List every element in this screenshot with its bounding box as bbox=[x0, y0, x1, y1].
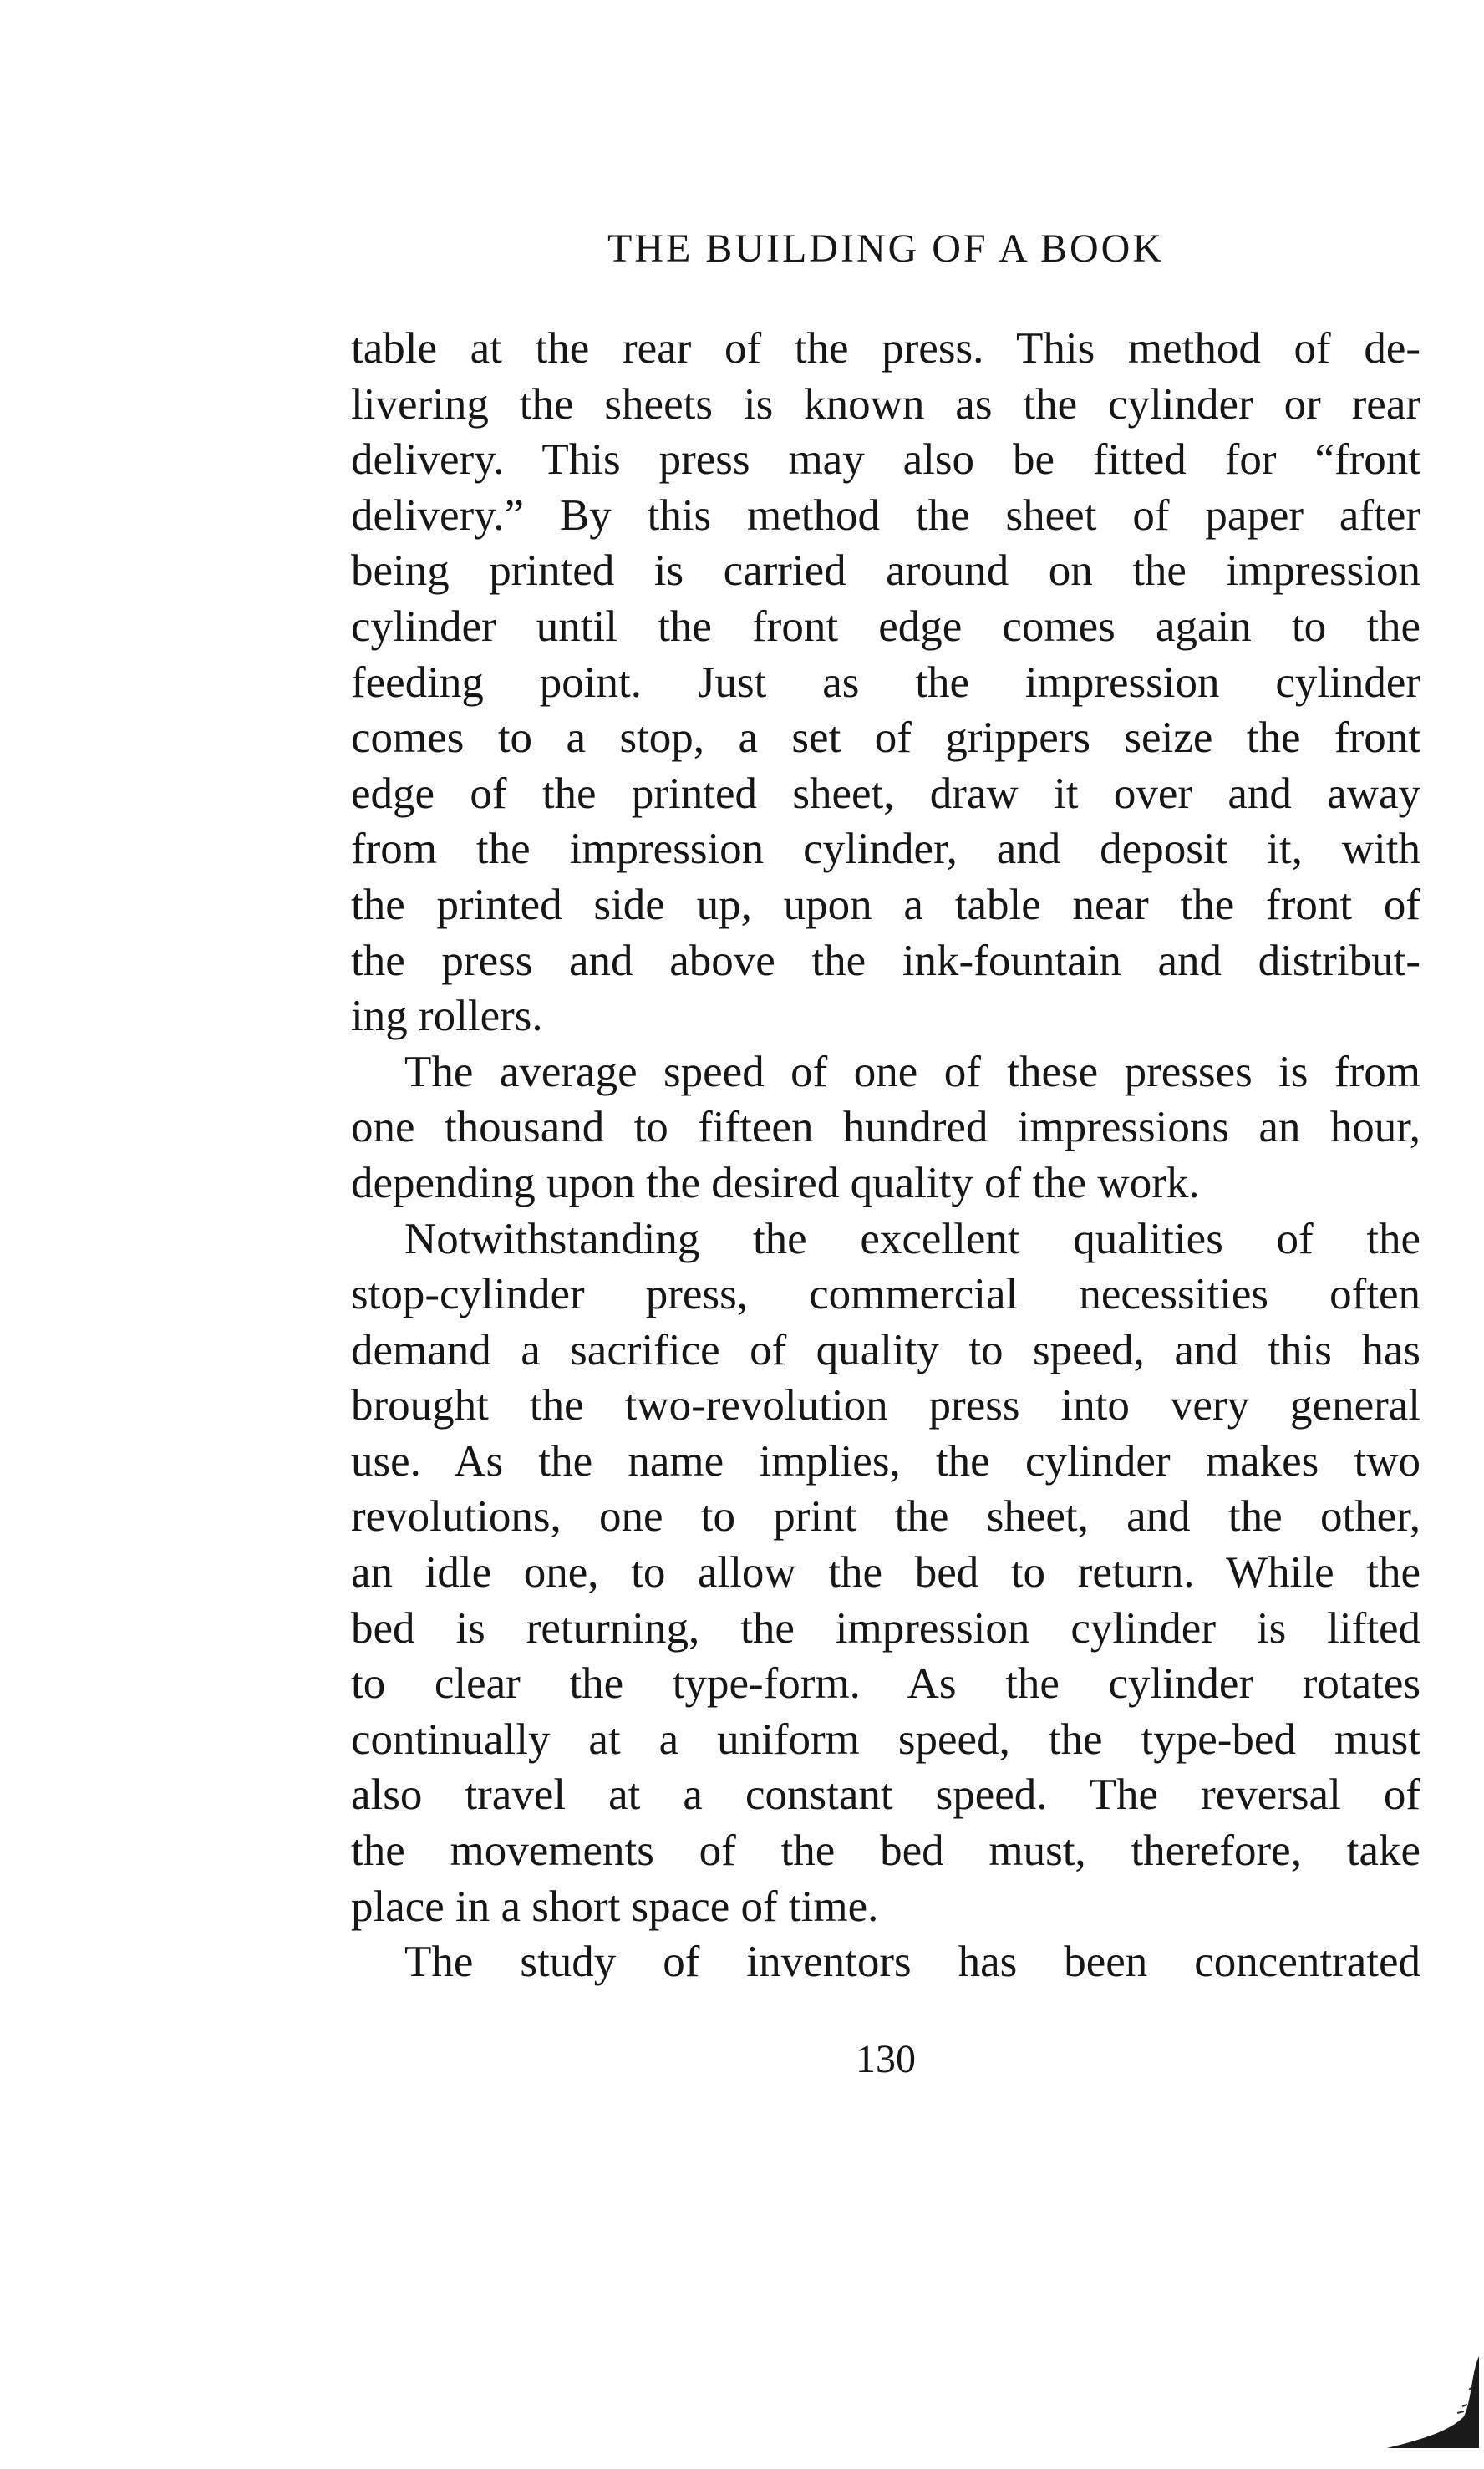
running-head: THE BUILDING OF A BOOK bbox=[607, 226, 1164, 271]
text-line: brought the two-revolution press into very general bbox=[351, 1381, 1420, 1430]
text-line: the printed side up, upon a table near the front of bbox=[351, 880, 1420, 929]
text-line: ing rollers. bbox=[351, 992, 543, 1041]
text-line: bed is returning, the impression cylinder is lifted bbox=[351, 1603, 1420, 1653]
text-line: livering the sheets is known as the cylinder or rear bbox=[351, 379, 1420, 429]
text-line: cylinder until the front edge comes again to the bbox=[351, 602, 1420, 651]
text-line: stop-cylinder press, commercial necessities often bbox=[351, 1270, 1420, 1319]
text-line: place in a short space of time. bbox=[351, 1882, 879, 1931]
text-line: The study of inventors has been concentrated bbox=[404, 1938, 1420, 1987]
text-line: from the impression cylinder, and deposit it, with bbox=[351, 825, 1420, 874]
text-line: also travel at a constant speed. The reversal of bbox=[351, 1770, 1420, 1820]
text-line: delivery. This press may also be fitted for “front bbox=[351, 435, 1420, 485]
text-line: delivery.” By this method the sheet of paper after bbox=[351, 490, 1420, 540]
text-line: Notwithstanding the excellent qualities of the bbox=[404, 1214, 1420, 1263]
text-line: table at the rear of the press. This method of de- bbox=[351, 324, 1420, 373]
text-line: feeding point. Just as the impression cylinder bbox=[351, 658, 1420, 707]
text-line: one thousand to fifteen hundred impressions an hour, bbox=[351, 1103, 1420, 1152]
text-line: continually at a uniform speed, the type-bed must bbox=[351, 1715, 1420, 1764]
text-line: The average speed of one of these presses is from bbox=[404, 1047, 1420, 1096]
text-line: use. As the name implies, the cylinder makes two bbox=[351, 1436, 1420, 1486]
text-line: being printed is carried around on the impression bbox=[351, 546, 1420, 596]
scan-edge-artifact bbox=[1370, 2356, 1479, 2448]
text-line: to clear the type-form. As the cylinder rotates bbox=[351, 1659, 1420, 1709]
text-line: comes to a stop, a set of grippers seize the front bbox=[351, 714, 1420, 763]
body-text bbox=[351, 321, 1420, 1990]
text-line: depending upon the desired quality of the work. bbox=[351, 1158, 1200, 1207]
page-number: 130 bbox=[856, 2037, 916, 2081]
text-line: revolutions, one to print the sheet, and the other, bbox=[351, 1492, 1420, 1542]
text-line: the movements of the bed must, therefore, take bbox=[351, 1826, 1420, 1876]
text-line: edge of the printed sheet, draw it over and away bbox=[351, 769, 1420, 818]
text-line: the press and above the ink-fountain and distribut- bbox=[351, 936, 1420, 985]
text-line: an idle one, to allow the bed to return. While the bbox=[351, 1548, 1420, 1598]
text-line: demand a sacrifice of quality to speed, and this has bbox=[351, 1325, 1420, 1374]
